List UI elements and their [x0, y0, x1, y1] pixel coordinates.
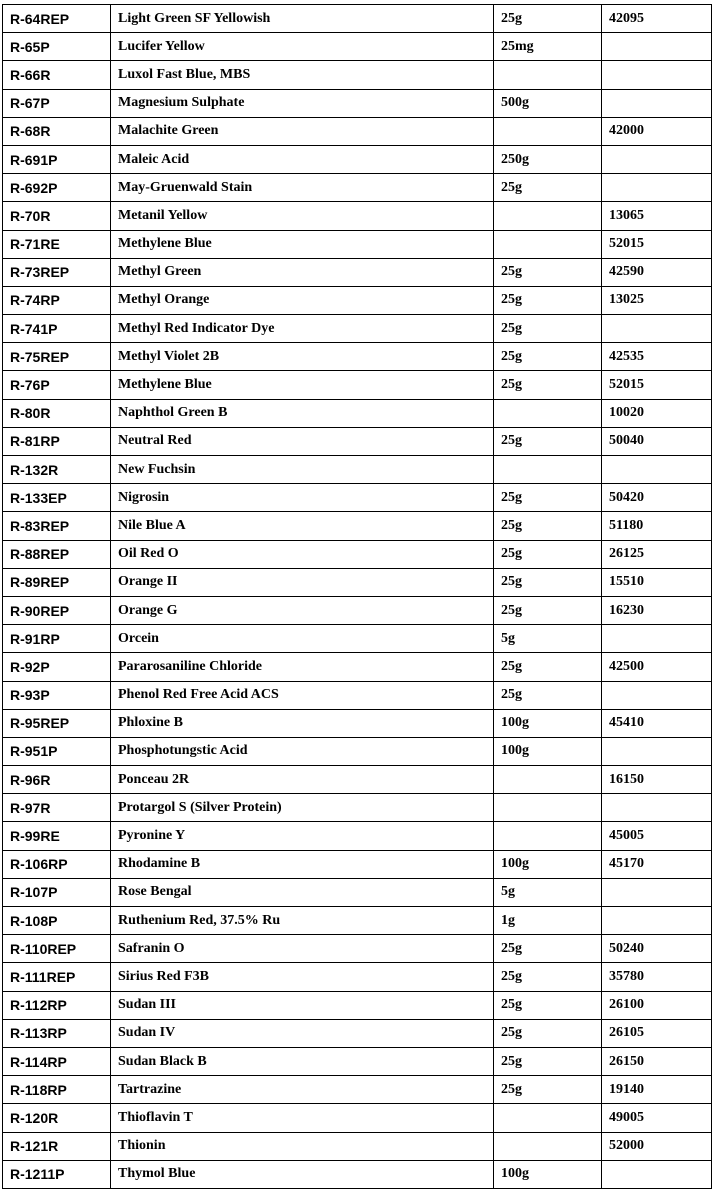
table-row — [3, 878, 712, 906]
product-name-cell: Tartrazine — [111, 1076, 494, 1104]
product-code-cell: R-80R — [3, 399, 111, 427]
product-code-cell: R-114RP — [3, 1047, 111, 1075]
color-index-cell: 10020 — [602, 399, 712, 427]
color-index-cell — [602, 625, 712, 653]
table-row — [3, 1132, 712, 1160]
color-index-cell: 52015 — [602, 230, 712, 258]
product-code-cell: R-113RP — [3, 1019, 111, 1047]
product-name-cell: Phosphotungstic Acid — [111, 737, 494, 765]
product-code-cell: R-741P — [3, 315, 111, 343]
product-code-cell: R-99RE — [3, 822, 111, 850]
product-name-cell: Thionin — [111, 1132, 494, 1160]
table-row — [3, 794, 712, 822]
package-size-cell — [494, 1132, 602, 1160]
color-index-cell: 26100 — [602, 991, 712, 1019]
package-size-cell: 25g — [494, 286, 602, 314]
table-row — [3, 737, 712, 765]
color-index-cell — [602, 681, 712, 709]
color-index-cell — [602, 61, 712, 89]
product-code-cell: R-120R — [3, 1104, 111, 1132]
product-name-cell: Ponceau 2R — [111, 766, 494, 794]
table-row — [3, 1160, 712, 1188]
product-name-cell: Thioflavin T — [111, 1104, 494, 1132]
color-index-cell: 42095 — [602, 5, 712, 33]
table-row — [3, 117, 712, 145]
product-code-cell: R-112RP — [3, 991, 111, 1019]
color-index-cell: 13065 — [602, 202, 712, 230]
color-index-cell: 42535 — [602, 343, 712, 371]
table-row — [3, 681, 712, 709]
table-row — [3, 1047, 712, 1075]
product-table — [2, 4, 712, 1189]
product-name-cell: Ruthenium Red, 37.5% Ru — [111, 907, 494, 935]
package-size-cell: 25g — [494, 5, 602, 33]
package-size-cell: 25g — [494, 653, 602, 681]
table-row — [3, 709, 712, 737]
package-size-cell: 25g — [494, 991, 602, 1019]
product-name-cell: Rhodamine B — [111, 850, 494, 878]
color-index-cell: 45410 — [602, 709, 712, 737]
product-name-cell: Magnesium Sulphate — [111, 89, 494, 117]
product-name-cell: Pararosaniline Chloride — [111, 653, 494, 681]
product-code-cell: R-75REP — [3, 343, 111, 371]
product-name-cell: Metanil Yellow — [111, 202, 494, 230]
color-index-cell: 50040 — [602, 427, 712, 455]
product-name-cell: Nile Blue A — [111, 512, 494, 540]
table-row — [3, 625, 712, 653]
product-code-cell: R-91RP — [3, 625, 111, 653]
package-size-cell: 5g — [494, 625, 602, 653]
package-size-cell — [494, 766, 602, 794]
package-size-cell: 100g — [494, 1160, 602, 1188]
package-size-cell: 25g — [494, 963, 602, 991]
package-size-cell: 25g — [494, 1019, 602, 1047]
color-index-cell: 51180 — [602, 512, 712, 540]
package-size-cell: 5g — [494, 878, 602, 906]
product-code-cell: R-71RE — [3, 230, 111, 258]
package-size-cell: 25g — [494, 174, 602, 202]
table-row — [3, 822, 712, 850]
product-name-cell: Methylene Blue — [111, 371, 494, 399]
package-size-cell: 25g — [494, 1076, 602, 1104]
package-size-cell: 100g — [494, 737, 602, 765]
product-name-cell: Nigrosin — [111, 484, 494, 512]
color-index-cell: 45005 — [602, 822, 712, 850]
package-size-cell: 25g — [494, 568, 602, 596]
product-name-cell: Orcein — [111, 625, 494, 653]
product-code-cell: R-951P — [3, 737, 111, 765]
product-code-cell: R-106RP — [3, 850, 111, 878]
product-name-cell: Neutral Red — [111, 427, 494, 455]
table-row — [3, 230, 712, 258]
table-row — [3, 540, 712, 568]
package-size-cell — [494, 794, 602, 822]
package-size-cell: 25g — [494, 512, 602, 540]
product-name-cell: Protargol S (Silver Protein) — [111, 794, 494, 822]
product-code-cell: R-81RP — [3, 427, 111, 455]
table-row — [3, 343, 712, 371]
product-code-cell: R-96R — [3, 766, 111, 794]
product-code-cell: R-107P — [3, 878, 111, 906]
product-code-cell: R-73REP — [3, 258, 111, 286]
color-index-cell: 50240 — [602, 935, 712, 963]
package-size-cell: 25g — [494, 1047, 602, 1075]
product-code-cell: R-90REP — [3, 596, 111, 624]
color-index-cell: 49005 — [602, 1104, 712, 1132]
product-name-cell: Safranin O — [111, 935, 494, 963]
product-code-cell: R-95REP — [3, 709, 111, 737]
product-code-cell: R-83REP — [3, 512, 111, 540]
package-size-cell: 25g — [494, 343, 602, 371]
package-size-cell: 25g — [494, 596, 602, 624]
product-code-cell: R-64REP — [3, 5, 111, 33]
table-row — [3, 258, 712, 286]
product-name-cell: Pyronine Y — [111, 822, 494, 850]
package-size-cell — [494, 61, 602, 89]
table-row — [3, 596, 712, 624]
product-code-cell: R-93P — [3, 681, 111, 709]
table-row — [3, 427, 712, 455]
product-name-cell: Oil Red O — [111, 540, 494, 568]
table-row — [3, 456, 712, 484]
color-index-cell — [602, 794, 712, 822]
product-code-cell: R-67P — [3, 89, 111, 117]
product-code-cell: R-66R — [3, 61, 111, 89]
product-name-cell: May-Gruenwald Stain — [111, 174, 494, 202]
package-size-cell: 100g — [494, 709, 602, 737]
color-index-cell: 19140 — [602, 1076, 712, 1104]
product-name-cell: Methylene Blue — [111, 230, 494, 258]
table-row — [3, 568, 712, 596]
product-name-cell: Sirius Red F3B — [111, 963, 494, 991]
product-code-cell: R-74RP — [3, 286, 111, 314]
table-row — [3, 1019, 712, 1047]
color-index-cell — [602, 174, 712, 202]
package-size-cell: 25g — [494, 258, 602, 286]
product-name-cell: New Fuchsin — [111, 456, 494, 484]
table-row — [3, 935, 712, 963]
package-size-cell: 25g — [494, 427, 602, 455]
product-code-cell: R-76P — [3, 371, 111, 399]
color-index-cell: 26150 — [602, 1047, 712, 1075]
product-code-cell: R-92P — [3, 653, 111, 681]
color-index-cell: 52015 — [602, 371, 712, 399]
table-row — [3, 512, 712, 540]
color-index-cell: 16230 — [602, 596, 712, 624]
color-index-cell — [602, 145, 712, 173]
product-code-cell: R-692P — [3, 174, 111, 202]
table-row — [3, 653, 712, 681]
package-size-cell: 25g — [494, 371, 602, 399]
color-index-cell — [602, 737, 712, 765]
table-row — [3, 202, 712, 230]
color-index-cell: 35780 — [602, 963, 712, 991]
color-index-cell — [602, 1160, 712, 1188]
table-row — [3, 286, 712, 314]
product-name-cell: Light Green SF Yellowish — [111, 5, 494, 33]
product-name-cell: Sudan Black B — [111, 1047, 494, 1075]
product-name-cell: Phloxine B — [111, 709, 494, 737]
product-code-cell: R-70R — [3, 202, 111, 230]
color-index-cell: 16150 — [602, 766, 712, 794]
table-row — [3, 399, 712, 427]
package-size-cell — [494, 399, 602, 427]
product-name-cell: Methyl Violet 2B — [111, 343, 494, 371]
color-index-cell: 26105 — [602, 1019, 712, 1047]
package-size-cell — [494, 822, 602, 850]
product-code-cell: R-97R — [3, 794, 111, 822]
table-row — [3, 963, 712, 991]
table-row — [3, 89, 712, 117]
product-name-cell: Sudan III — [111, 991, 494, 1019]
color-index-cell: 13025 — [602, 286, 712, 314]
color-index-cell: 42590 — [602, 258, 712, 286]
product-name-cell: Methyl Green — [111, 258, 494, 286]
package-size-cell — [494, 117, 602, 145]
product-code-cell: R-132R — [3, 456, 111, 484]
product-name-cell: Phenol Red Free Acid ACS — [111, 681, 494, 709]
product-code-cell: R-65P — [3, 33, 111, 61]
product-code-cell: R-1211P — [3, 1160, 111, 1188]
product-name-cell: Lucifer Yellow — [111, 33, 494, 61]
table-row — [3, 33, 712, 61]
product-name-cell: Malachite Green — [111, 117, 494, 145]
package-size-cell — [494, 1104, 602, 1132]
product-name-cell: Maleic Acid — [111, 145, 494, 173]
color-index-cell: 26125 — [602, 540, 712, 568]
package-size-cell: 25g — [494, 484, 602, 512]
package-size-cell: 1g — [494, 907, 602, 935]
table-row — [3, 315, 712, 343]
color-index-cell: 42000 — [602, 117, 712, 145]
color-index-cell: 45170 — [602, 850, 712, 878]
table-row — [3, 991, 712, 1019]
product-name-cell: Orange G — [111, 596, 494, 624]
package-size-cell: 250g — [494, 145, 602, 173]
product-name-cell: Naphthol Green B — [111, 399, 494, 427]
color-index-cell: 15510 — [602, 568, 712, 596]
table-row — [3, 174, 712, 202]
product-name-cell: Methyl Orange — [111, 286, 494, 314]
table-row — [3, 766, 712, 794]
product-name-cell: Luxol Fast Blue, MBS — [111, 61, 494, 89]
color-index-cell — [602, 89, 712, 117]
package-size-cell: 500g — [494, 89, 602, 117]
table-row — [3, 61, 712, 89]
product-code-cell: R-111REP — [3, 963, 111, 991]
product-code-cell: R-88REP — [3, 540, 111, 568]
package-size-cell: 25g — [494, 681, 602, 709]
color-index-cell — [602, 878, 712, 906]
product-name-cell: Sudan IV — [111, 1019, 494, 1047]
package-size-cell: 25g — [494, 935, 602, 963]
product-name-cell: Methyl Red Indicator Dye — [111, 315, 494, 343]
product-code-cell: R-108P — [3, 907, 111, 935]
product-code-cell: R-118RP — [3, 1076, 111, 1104]
product-name-cell: Thymol Blue — [111, 1160, 494, 1188]
table-row — [3, 5, 712, 33]
color-index-cell — [602, 907, 712, 935]
table-row — [3, 850, 712, 878]
product-code-cell: R-89REP — [3, 568, 111, 596]
color-index-cell — [602, 33, 712, 61]
package-size-cell — [494, 456, 602, 484]
product-code-cell: R-68R — [3, 117, 111, 145]
table-row — [3, 1076, 712, 1104]
package-size-cell: 100g — [494, 850, 602, 878]
product-table-body — [3, 5, 712, 1189]
table-row — [3, 907, 712, 935]
color-index-cell: 42500 — [602, 653, 712, 681]
color-index-cell — [602, 315, 712, 343]
color-index-cell — [602, 456, 712, 484]
package-size-cell: 25mg — [494, 33, 602, 61]
table-row — [3, 1104, 712, 1132]
product-name-cell: Orange II — [111, 568, 494, 596]
product-code-cell: R-133EP — [3, 484, 111, 512]
table-row — [3, 145, 712, 173]
color-index-cell: 52000 — [602, 1132, 712, 1160]
table-row — [3, 484, 712, 512]
product-name-cell: Rose Bengal — [111, 878, 494, 906]
product-code-cell: R-691P — [3, 145, 111, 173]
package-size-cell: 25g — [494, 540, 602, 568]
package-size-cell: 25g — [494, 315, 602, 343]
product-code-cell: R-110REP — [3, 935, 111, 963]
product-code-cell: R-121R — [3, 1132, 111, 1160]
table-row — [3, 371, 712, 399]
package-size-cell — [494, 202, 602, 230]
color-index-cell: 50420 — [602, 484, 712, 512]
package-size-cell — [494, 230, 602, 258]
